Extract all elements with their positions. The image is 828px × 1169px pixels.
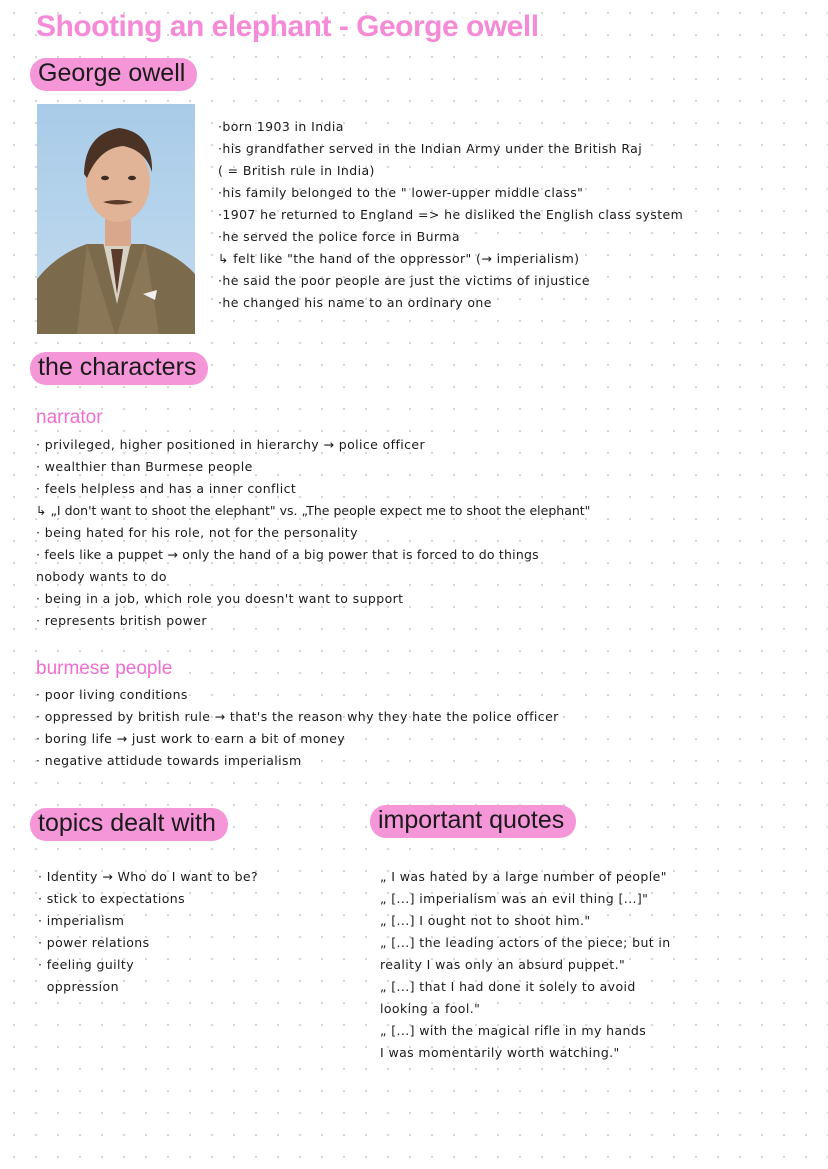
- burmese-line: · oppressed by british rule → that's the reason why they hate the police officer: [36, 709, 559, 724]
- author-fact: ·he said the poor people are just the victims of injustice: [218, 273, 590, 288]
- quote-line: „ [...] I ought not to shoot him.": [380, 913, 591, 928]
- characters-heading-label: the characters: [30, 352, 208, 385]
- author-fact: ( = British rule in India): [218, 163, 375, 178]
- narrator-label: narrator: [36, 407, 103, 428]
- topic-item: · Identity → Who do I want to be?: [38, 869, 259, 884]
- author-fact: ·his grandfather served in the Indian Army under the British Raj: [218, 141, 643, 156]
- author-portrait: [37, 104, 195, 334]
- portrait-illustration: [37, 104, 195, 334]
- quote-line: „ [...] that I had done it solely to avoid: [380, 979, 636, 994]
- quotes-list: [380, 866, 671, 1064]
- author-heading: [30, 58, 197, 91]
- page-title: Shooting an elephant - George owell: [36, 10, 539, 43]
- topic-item: · imperialism: [38, 913, 125, 928]
- narrator-line: · feels helpless and has a inner conflict: [36, 481, 297, 496]
- quote-line: I was momentarily worth watching.": [380, 1045, 620, 1060]
- topic-item: · power relations: [38, 935, 150, 950]
- author-heading-label: George owell: [30, 58, 197, 91]
- narrator-line: · feels like a puppet → only the hand of a big power that is forced to do things: [36, 547, 539, 562]
- quote-line: „ [...] imperialism was an evil thing [...]": [380, 891, 649, 906]
- quote-line: looking a fool.": [380, 1001, 481, 1016]
- quote-line: „ I was hated by a large number of people": [380, 869, 667, 884]
- burmese-label: burmese people: [36, 658, 173, 679]
- topic-item: oppression: [38, 979, 119, 994]
- quotes-heading-label: important quotes: [370, 805, 576, 838]
- narrator-line: · being in a job, which role you doesn't want to support: [36, 591, 404, 606]
- author-fact: ↳ felt like "the hand of the oppressor" (→ imperialism): [218, 251, 580, 266]
- author-fact: ·born 1903 in India: [218, 119, 344, 134]
- narrator-line: · being hated for his role, not for the personality: [36, 525, 358, 540]
- topics-heading: [30, 808, 228, 841]
- topic-item: · feeling guilty: [38, 957, 135, 972]
- author-fact: ·he served the police force in Burma: [218, 229, 460, 244]
- quotes-heading: [370, 805, 576, 838]
- narrator-line: · wealthier than Burmese people: [36, 459, 253, 474]
- characters-heading: [30, 352, 208, 385]
- quote-line: „ [...] with the magical rifle in my hands: [380, 1023, 647, 1038]
- quote-line: reality I was only an absurd puppet.": [380, 957, 626, 972]
- burmese-lines: [36, 684, 559, 772]
- topic-item: · stick to expectations: [38, 891, 186, 906]
- burmese-line: · boring life → just work to earn a bit of money: [36, 731, 346, 746]
- narrator-line: ↳ „I don't want to shoot the elephant" vs. „The people expect me to shoot the elephant": [36, 503, 591, 518]
- topics-heading-label: topics dealt with: [30, 808, 228, 841]
- narrator-line: · represents british power: [36, 613, 207, 628]
- author-fact: ·1907 he returned to England => he disliked the English class system: [218, 207, 684, 222]
- narrator-line: nobody wants to do: [36, 569, 167, 584]
- narrator-line: · privileged, higher positioned in hierarchy → police officer: [36, 437, 426, 452]
- topics-list: [38, 866, 258, 998]
- burmese-line: · poor living conditions: [36, 687, 188, 702]
- author-facts: [218, 116, 683, 314]
- narrator-lines: [36, 434, 590, 632]
- burmese-line: · negative attidude towards imperialism: [36, 753, 302, 768]
- author-fact: ·his family belonged to the " lower-upper middle class": [218, 185, 584, 200]
- author-fact: ·he changed his name to an ordinary one: [218, 295, 492, 310]
- quote-line: „ [...] the leading actors of the piece; but in: [380, 935, 671, 950]
